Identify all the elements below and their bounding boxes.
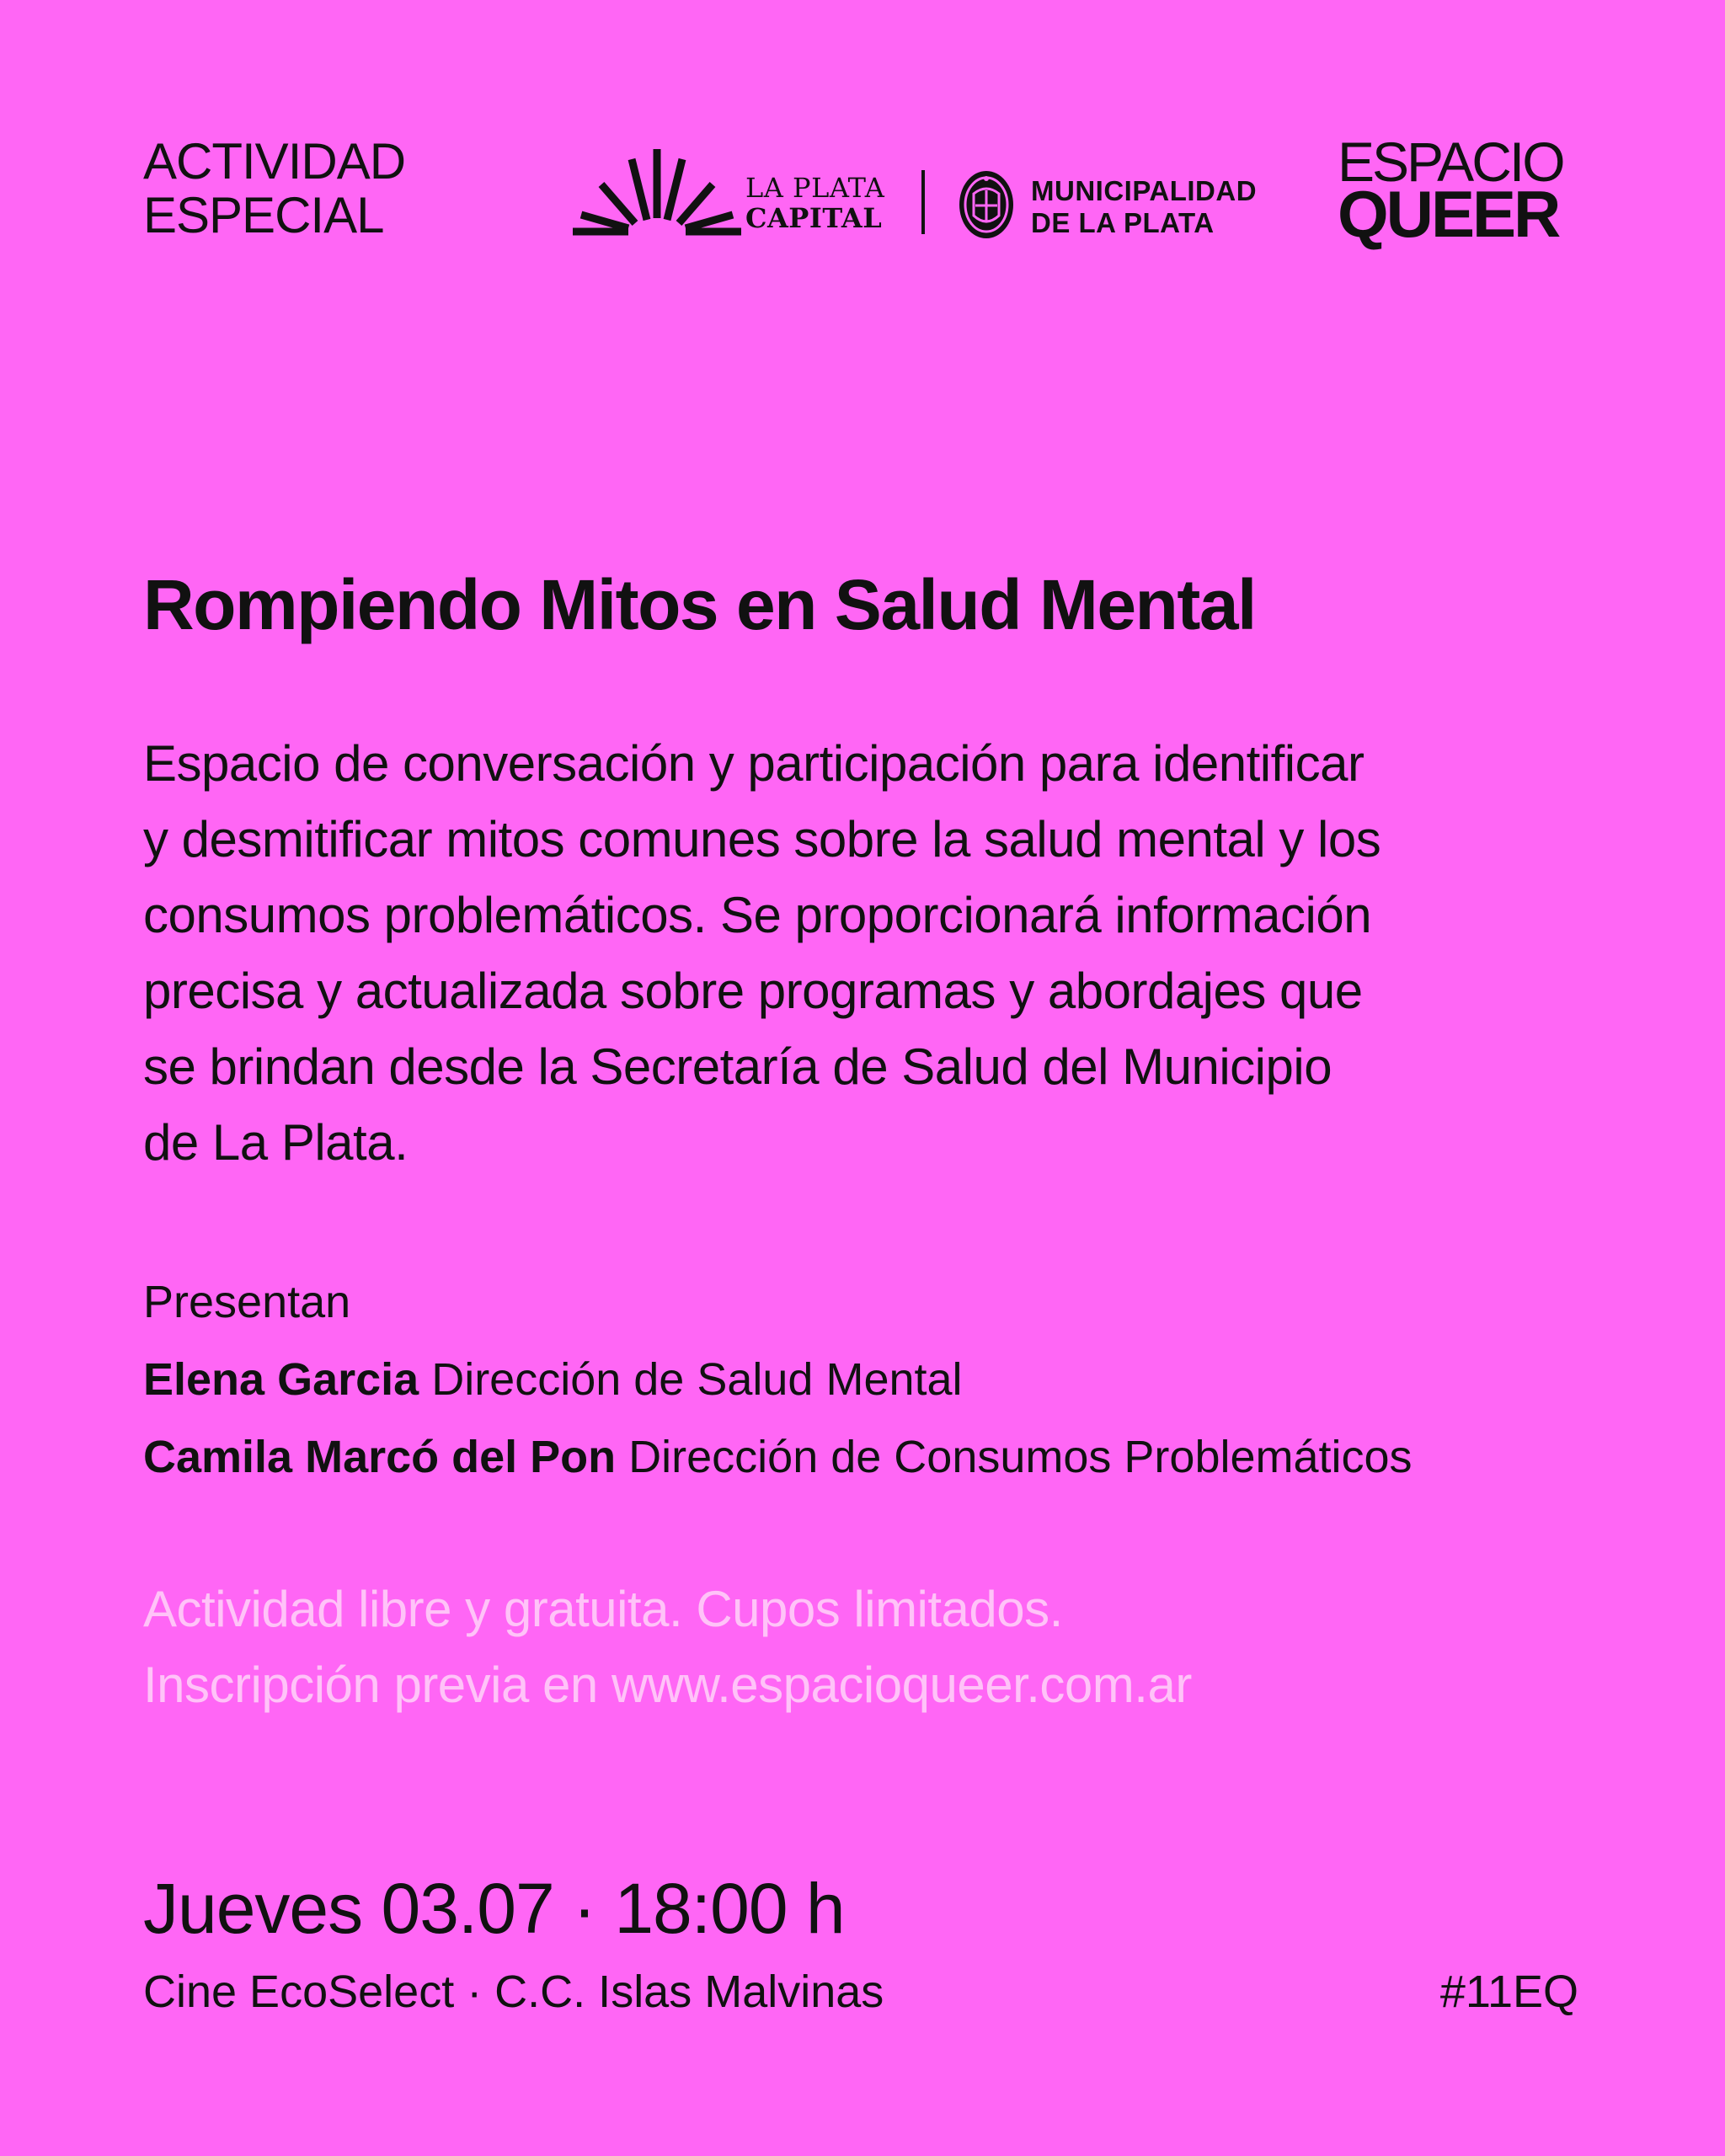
sun-rays-icon (573, 147, 741, 240)
espacio-queer-logo (1338, 131, 1590, 251)
la-plata-text: LA PLATA (745, 172, 885, 204)
la-plata-capital-logo (573, 147, 927, 240)
description-line: de La Plata. (143, 1114, 409, 1171)
activity-type-line2: ESPECIAL (143, 187, 384, 243)
description-line: Espacio de conversación y participación para identificar (143, 735, 1365, 792)
description-line: y desmitificar mitos comunes sobre la salud mental y los (143, 811, 1381, 867)
logo-divider (921, 170, 925, 234)
queer-text: QUEER (1338, 177, 1559, 251)
registration-notice (143, 1572, 1192, 1723)
description-line: se brindan desde la Secretaría de Salud del Municipio (143, 1038, 1332, 1095)
municipalidad-wordmark (1031, 175, 1257, 239)
municipalidad-logo (957, 168, 1294, 244)
espacio-text: ESPACIO (1338, 131, 1563, 193)
activity-type-line1: ACTIVIDAD (143, 133, 406, 189)
presenter-role: Dirección de Consumos Problemáticos (628, 1432, 1413, 1482)
presenters-block (143, 1263, 1413, 1496)
presenter-role: Dirección de Salud Mental (431, 1354, 963, 1405)
event-date-time: Jueves 03.07 · 18:00 h (143, 1869, 845, 1948)
description-line: precisa y actualizada sobre programas y abordajes que (143, 963, 1363, 1019)
de-la-plata-text: DE LA PLATA (1031, 207, 1215, 238)
event-title: Rompiendo Mitos en Salud Mental (143, 565, 1256, 644)
presenter-name: Camila Marcó del Pon (143, 1432, 629, 1482)
notice-line: Actividad libre y gratuita. Cupos limitados. (143, 1581, 1063, 1637)
event-description (143, 726, 1592, 1181)
presenter-row (143, 1341, 1413, 1418)
presenters-heading: Presentan (143, 1277, 351, 1327)
description-line: consumos problemáticos. Se proporcionará información (143, 887, 1372, 943)
event-hashtag: #11EQ (1439, 1967, 1578, 2017)
municipal-shield-icon (957, 168, 1016, 241)
la-plata-capital-wordmark (745, 173, 884, 233)
municipalidad-text: MUNICIPALIDAD (1031, 175, 1258, 206)
presenter-name: Elena Garcia (143, 1354, 432, 1405)
notice-line: Inscripción previa en www.espacioqueer.com.ar (143, 1657, 1192, 1713)
event-venue: Cine EcoSelect · C.C. Islas Malvinas (143, 1967, 884, 2017)
activity-type-label (143, 135, 405, 243)
presenter-row (143, 1418, 1413, 1496)
capital-text: CAPITAL (745, 202, 883, 234)
